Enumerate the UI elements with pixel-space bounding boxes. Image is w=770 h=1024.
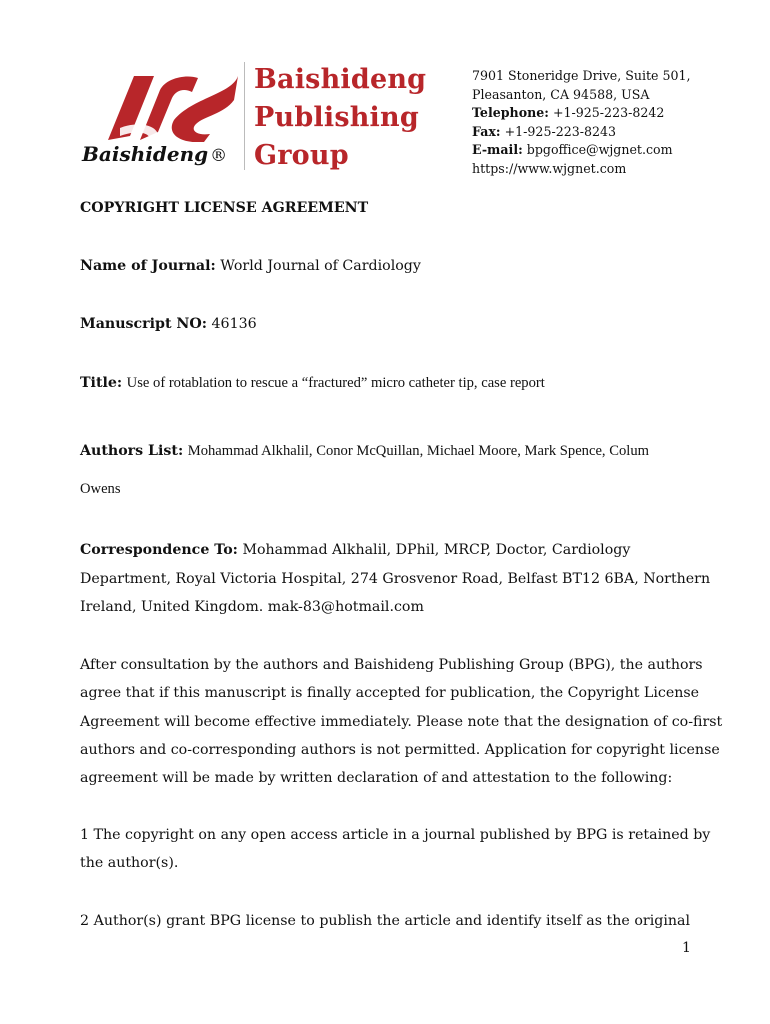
intro-line-3: Agreement will become effective immediately. Please note that the designation of co-first	[80, 713, 723, 730]
telephone-value: +1-925-223-8242	[552, 105, 665, 121]
fax-value: +1-925-223-8243	[504, 123, 617, 139]
manuscript-value: 46136	[211, 316, 257, 332]
title-label: Title:	[80, 375, 123, 391]
brand-line-2: Publishing	[254, 102, 419, 133]
correspondence-line-3: Ireland, United Kingdom. mak-83@hotmail.com	[80, 599, 424, 615]
authors-line-2: Owens	[80, 481, 121, 497]
manuscript-line	[80, 316, 690, 332]
logo-wordmark-text: Baishideng	[82, 142, 209, 166]
correspondence-line-1	[80, 542, 690, 558]
clause-2	[80, 907, 690, 935]
page-number: 1	[682, 940, 691, 956]
authors-value-1: Mohammad Alkhalil, Conor McQuillan, Michael Moore, Mark Spence, Colum	[187, 443, 649, 459]
clause-1-line-2: the author(s).	[80, 855, 179, 872]
intro-line-2: agree that if this manuscript is finally accepted for publication, the Copyright License	[80, 685, 700, 702]
document-title: COPYRIGHT LICENSE AGREEMENT	[80, 200, 369, 216]
email-line	[472, 141, 691, 160]
brand-line-3: Group	[254, 140, 349, 171]
telephone-line	[472, 104, 691, 123]
publisher-logo	[78, 58, 458, 178]
intro-line-5: agreement will be made by written declaration of and attestation to the following:	[80, 770, 673, 787]
logo-wordmark	[82, 142, 227, 166]
manuscript-label: Manuscript NO:	[80, 316, 207, 332]
authors-label: Authors List:	[80, 443, 184, 459]
clause-2-line-1: 2 Author(s) grant BPG license to publish the article and identify itself as the original	[80, 913, 690, 929]
website-line: https://www.wjgnet.com	[472, 160, 627, 176]
telephone-label: Telephone:	[472, 105, 549, 121]
baishideng-logo-icon	[100, 70, 240, 142]
email-label: E-mail:	[472, 142, 523, 158]
correspondence-line-2: Department, Royal Victoria Hospital, 274 Grosvenor Road, Belfast BT12 6BA, Northern	[80, 571, 711, 587]
address-line-2: Pleasanton, CA 94588, USA	[472, 86, 650, 102]
email-value: bpgoffice@wjgnet.com	[526, 142, 673, 158]
intro-line-1: After consultation by the authors and Baishideng Publishing Group (BPG), the authors	[80, 657, 703, 673]
fax-line	[472, 123, 691, 142]
registered-mark: ®	[210, 146, 228, 166]
authors-first-line	[80, 443, 649, 460]
title-line	[80, 375, 690, 392]
fax-label: Fax:	[472, 123, 501, 139]
intro-paragraph	[80, 651, 723, 792]
clause-1-line-1: 1 The copyright on any open access article in a journal published by BPG is retained by	[80, 827, 711, 843]
authors-line-1	[80, 443, 690, 460]
clause-1	[80, 821, 711, 878]
correspondence-label: Correspondence To:	[80, 542, 238, 558]
title-value: Use of rotablation to rescue a “fractured” micro catheter tip, case report	[126, 375, 545, 391]
logo-divider	[244, 62, 245, 170]
correspondence-value-1: Mohammad Alkhalil, DPhil, MRCP, Doctor, Cardiology	[242, 542, 631, 558]
journal-label: Name of Journal:	[80, 258, 216, 274]
publisher-contact	[472, 67, 691, 179]
intro-line-4: authors and co-corresponding authors is not permitted. Application for copyright license	[80, 741, 720, 758]
brand-line-1: Baishideng	[254, 64, 427, 95]
journal-line	[80, 258, 690, 274]
address-line-1: 7901 Stoneridge Drive, Suite 501,	[472, 68, 691, 83]
journal-value: World Journal of Cardiology	[220, 258, 421, 274]
